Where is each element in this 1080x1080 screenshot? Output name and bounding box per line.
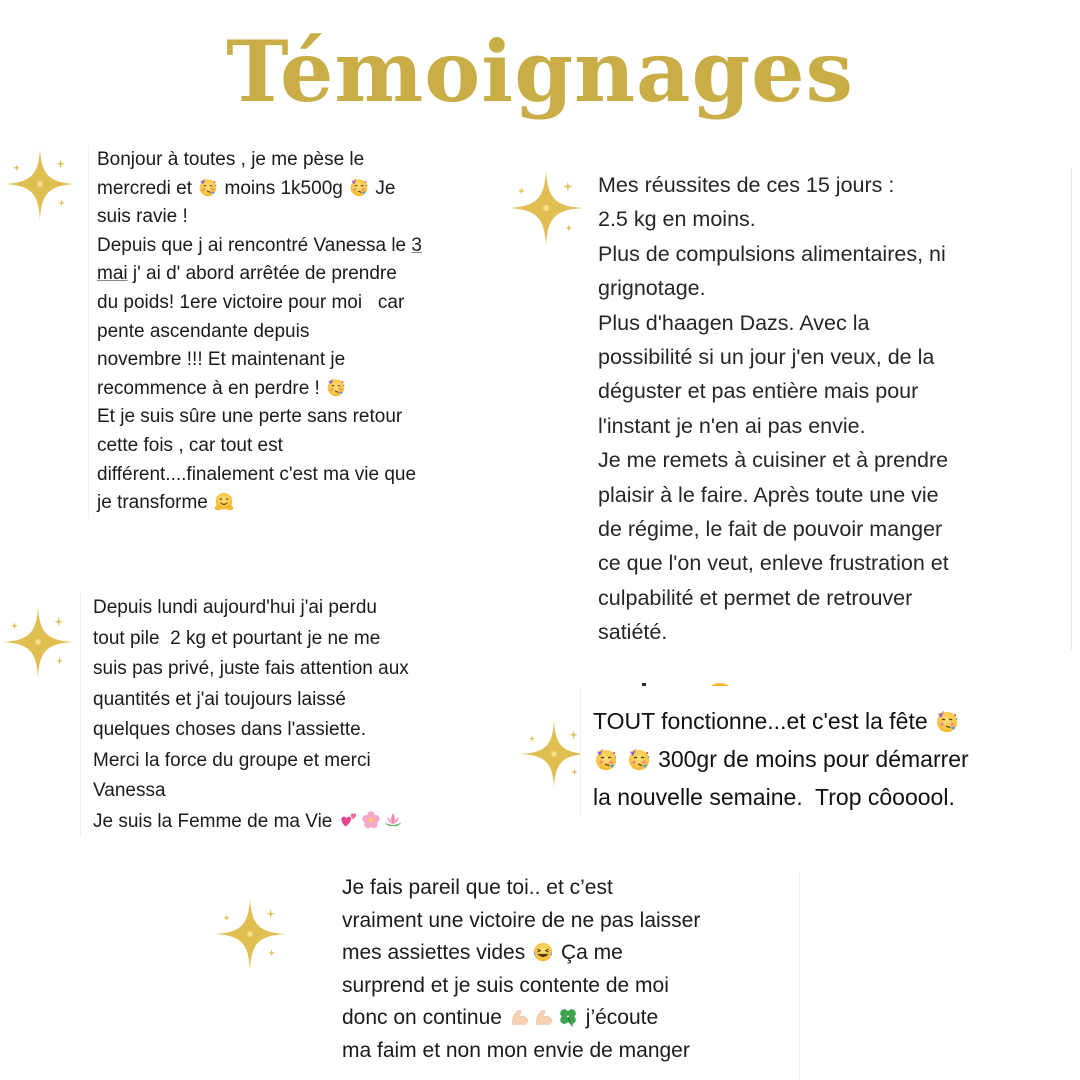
cherry-blossom-emoji-icon (361, 810, 381, 830)
sparkle-icon (508, 170, 584, 246)
testimonial-line: tout pile 2 kg et pourtant je ne me (93, 627, 381, 649)
flexed-biceps-emoji-icon (509, 1006, 531, 1028)
testimonial-line: TOUT fonctionne...et c'est la fête (593, 702, 1062, 740)
partying-face-emoji-icon (627, 747, 651, 771)
testimonial-line: cette fois , car tout est (97, 434, 283, 456)
flexed-biceps-emoji-icon (533, 1006, 555, 1028)
testimonial-line: mes assiettes vides Ça me (342, 941, 623, 964)
testimonial-line: novembre !!! Et maintenant je (97, 349, 346, 371)
testimonial-line: Merci la force du groupe et merci (93, 749, 371, 771)
testimonial-card-1 (88, 146, 508, 518)
partying-face-emoji-icon (935, 709, 959, 733)
testimonial-line: mai j' ai d' abord arrêtée de prendre (97, 263, 397, 285)
testimonial-line: la nouvelle semaine. Trop côooool. (593, 784, 955, 810)
partying-face-emoji-icon (326, 377, 346, 397)
partying-face-emoji-icon (594, 747, 618, 771)
sparkle-icon (214, 898, 286, 970)
testimonial-line: possibilité si un jour j'en veux, de la (598, 345, 935, 370)
testimonial-line: recommence à en perdre ! (97, 375, 508, 404)
testimonial-line: Bonjour à toutes , je me pèse le (97, 149, 365, 170)
testimonial-line: de régime, le fait de pouvoir manger (598, 517, 943, 542)
testimonial-line: Vanessa (93, 780, 166, 801)
testimonial-line: Mes réussites de ces 15 jours : (598, 173, 895, 197)
testimonial-line: suis ravie ! (97, 206, 188, 228)
testimonial-line: Je suis la Femme de ma Vie (93, 807, 506, 838)
testimonial-card-4 (580, 686, 1062, 818)
sparkle-icon (2, 606, 74, 678)
testimonial-line: donc on continue j’écoute (342, 1006, 659, 1029)
testimonial-card-2 (588, 168, 1072, 650)
testimonial-line: surprend et je suis contente de moi (342, 973, 669, 997)
testimonial-line: mercredi et moins 1k500g Je (97, 177, 396, 199)
two-hearts-emoji-icon (339, 810, 359, 830)
testimonial-line: différent....finalement c'est ma vie que (97, 463, 417, 485)
partying-face-emoji-icon (198, 177, 218, 197)
testimonial-line: Depuis que j ai rencontré Vanessa le 3 (97, 234, 422, 256)
testimonial-line: suis pas privé, juste fais attention aux (93, 658, 409, 679)
testimonial-line: quelques choses dans l'assiette. (93, 719, 366, 740)
sparkle-icon (4, 148, 76, 220)
testimonial-line: plaisir à le faire. Après toute une vie (598, 482, 939, 507)
testimonial-line: Je me remets à cuisiner et à prendre (598, 448, 949, 473)
testimonial-line: déguster et pas entière mais pour (598, 379, 919, 404)
tears-of-joy-emoji-icon (532, 941, 554, 963)
partying-face-emoji-icon (349, 177, 369, 197)
testimonial-line: ma faim et non mon envie de manger (342, 1038, 690, 1062)
testimonial-line: quantités et j'ai toujours laissé (93, 688, 346, 710)
testimonial-line: Plus de compulsions alimentaires, ni (598, 241, 946, 266)
testimonial-line: Plus d'haagen Dazs. Avec la (598, 310, 870, 335)
testimonial-line: ce que l'on veut, enleve frustration et (598, 551, 949, 576)
testimonial-line: du poids! 1ere victoire pour moi car (97, 291, 405, 313)
testimonial-card-3 (80, 593, 506, 837)
testimonial-line: vraiment une victoire de ne pas laisser (342, 908, 701, 932)
date-link-month[interactable]: mai (97, 263, 128, 285)
testimonial-line: 2.5 kg en moins. (598, 207, 756, 232)
testimonial-card-5 (330, 872, 800, 1080)
testimonial-line: satiété. (598, 620, 668, 645)
testimonial-line: culpabilité et permet de retrouver (598, 585, 913, 610)
testimonial-line: Et je suis sûre une perte sans retour (97, 406, 403, 428)
page-title: Témoignages (226, 22, 854, 121)
four-leaf-clover-emoji-icon (557, 1006, 579, 1028)
testimonial-line: pente ascendante depuis (97, 320, 310, 342)
testimonial-line: l'instant je n'en ai pas envie. (598, 413, 866, 438)
testimonial-line: grignotage. (598, 276, 706, 301)
testimonial-line: Depuis lundi aujourd'hui j'ai perdu (93, 597, 377, 618)
date-link-day[interactable]: 3 (411, 234, 422, 256)
hugging-face-emoji-icon (214, 492, 234, 512)
testimonial-line: Je fais pareil que toi.. et c’est (342, 876, 613, 899)
lotus-emoji-icon (383, 810, 403, 830)
testimonial-line: 300gr de moins pour démarrer (593, 740, 1062, 778)
testimonial-line: je transforme (97, 489, 508, 518)
sparkle-icon (520, 720, 588, 788)
